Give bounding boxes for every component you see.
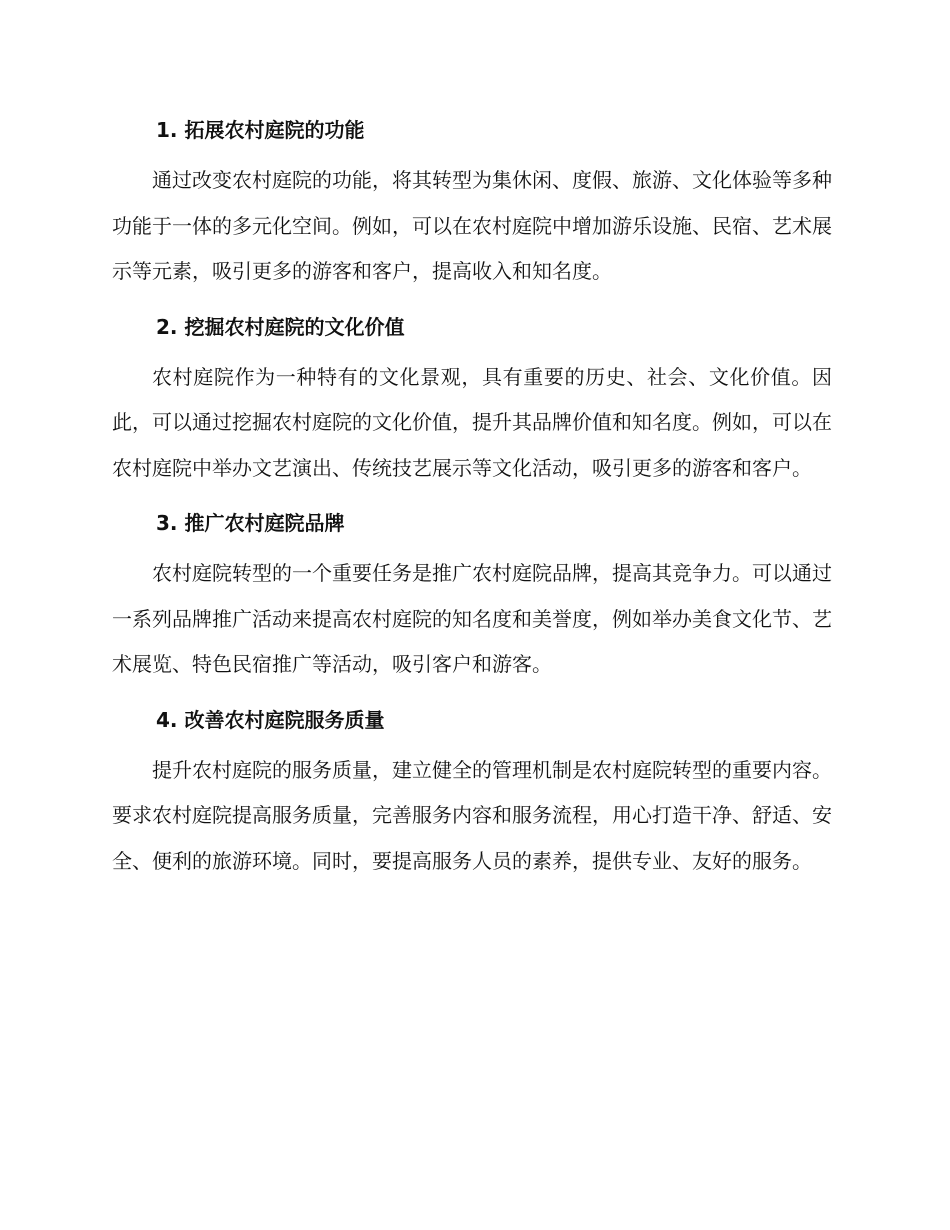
section-paragraph: 农村庭院作为一种特有的文化景观，具有重要的历史、社会、文化价值。因此，可以通过挖掘农村庭院的文化价值，提升其品牌价值和知名度。例如，可以在农村庭院中举办文艺演出、传统技艺展示等文化活动，吸引更多的游客和客户。 <box>112 364 832 480</box>
section-heading: 4. 改善农村庭院服务质量 <box>156 707 385 732</box>
section-4 <box>112 702 832 885</box>
section-heading: 1. 拓展农村庭院的功能 <box>156 118 365 142</box>
section-paragraph: 农村庭院转型的一个重要任务是推广农村庭院品牌，提高其竞争力。可以通过一系列品牌推广活动来提高农村庭院的知名度和美誉度，例如举办美食文化节、艺术展览、特色民宿推广等活动，吸引客户和游客。 <box>112 561 832 676</box>
section-heading: 2. 挖掘农村庭院的文化价值 <box>156 314 405 339</box>
section-paragraph: 提升农村庭院的服务质量，建立健全的管理机制是农村庭院转型的重要内容。要求农村庭院提高服务质量，完善服务内容和服务流程，用心打造干净、舒适、安全、便利的旅游环境。同时，要提高服务人员的素养，提供专业、友好的服务。 <box>112 757 832 873</box>
section-heading: 3. 推广农村庭院品牌 <box>156 511 345 535</box>
section-paragraph: 通过改变农村庭院的功能，将其转型为集休闲、度假、旅游、文化体验等多种功能于一体的多元化空间。例如，可以在农村庭院中增加游乐设施、民宿、艺术展示等元素，吸引更多的游客和客户，提高收入和知名度。 <box>112 168 832 283</box>
section-2 <box>112 309 832 492</box>
document-body <box>112 112 832 898</box>
section-3 <box>112 505 832 688</box>
section-1 <box>112 112 832 295</box>
